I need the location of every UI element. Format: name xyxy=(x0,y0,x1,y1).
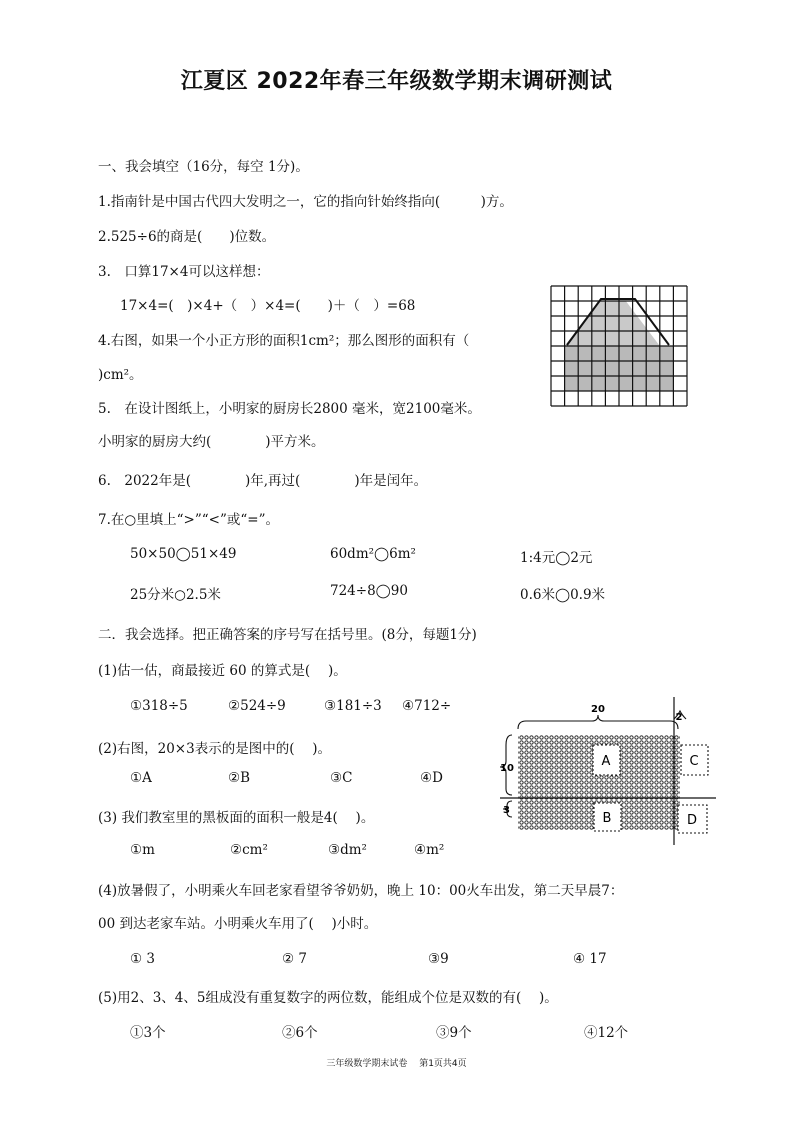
top-brace xyxy=(518,715,678,729)
compare-item: 724÷8◯90 xyxy=(330,583,408,599)
choice-2-option: ③C xyxy=(330,770,353,786)
choice-5-option: ①3个 xyxy=(130,1025,166,1041)
region-c-label: C xyxy=(689,754,699,769)
choice-1-option: ③181÷3 xyxy=(324,698,382,714)
choice-4-option: ② 7 xyxy=(282,951,307,967)
area-figure xyxy=(494,695,719,848)
page-footer: 三年级数学期末试卷 第1页共4页 xyxy=(326,1059,467,1069)
question-5-line2: 小明家的厨房大约( )平方米。 xyxy=(98,434,325,450)
question-2: 2.525÷6的商是( )位数。 xyxy=(98,229,276,245)
choice-5-option: ④12个 xyxy=(584,1025,629,1041)
choice-3-option: ①m xyxy=(130,842,155,858)
compare-item: 0.6米◯0.9米 xyxy=(520,587,606,603)
compare-item: 25分米○2.5米 xyxy=(130,587,221,603)
question-4-line2: )cm²。 xyxy=(98,367,143,383)
choice-1: (1)估一估，商最接近 60 的算式是( )。 xyxy=(98,663,347,679)
choice-1-option: ①318÷5 xyxy=(130,698,188,714)
choice-5-option: ③9个 xyxy=(436,1025,472,1041)
question-6: 6. 2022年是( )年,再过( )年是闰年。 xyxy=(98,473,428,489)
label-height-10: 10 xyxy=(500,763,514,774)
page-title: 江夏区 2022年春三年级数学期末调研测试 xyxy=(180,69,613,94)
choice-2-option: ②B xyxy=(228,770,251,786)
section2-heading: 二．我会选择。把正确答案的序号写在括号里。(8分，每题1分) xyxy=(98,627,477,643)
label-width-20: 20 xyxy=(591,704,605,715)
choice-4-option: ③9 xyxy=(428,951,449,967)
choice-3-option: ④m² xyxy=(414,842,445,858)
choice-5-option: ②6个 xyxy=(282,1025,318,1041)
compare-item: 50×50◯51×49 xyxy=(130,546,237,562)
compare-item: 60dm²◯6m² xyxy=(330,546,416,562)
grid-figure xyxy=(549,284,689,408)
choice-3-option: ②cm² xyxy=(230,842,268,858)
label-width-2: 2 xyxy=(675,712,683,723)
choice-4-option: ④ 17 xyxy=(573,951,607,967)
question-1: 1.指南针是中国古代四大发明之一，它的指向针始终指向( )方。 xyxy=(98,194,513,210)
question-4-line1: 4.右图，如果一个小正方形的面积1cm²；那么图形的面积有（ xyxy=(98,333,470,349)
region-b-label: B xyxy=(602,811,612,826)
choice-4-option: ① 3 xyxy=(130,951,155,967)
compare-item: 1:4元◯2元 xyxy=(520,550,593,566)
house-roof xyxy=(565,301,660,346)
region-d-label: D xyxy=(686,813,698,828)
question-3: 3. 口算17×4可以这样想： xyxy=(98,264,270,280)
choice-4-line2: 00 到达老家车站。小明乘火车用了( )小时。 xyxy=(98,916,378,932)
question-7: 7.在○里填上“>”“<”或“=”。 xyxy=(98,512,280,528)
choice-3-option: ③dm² xyxy=(328,842,367,858)
choice-2: (2)右图，20×3表示的是图中的( )。 xyxy=(98,741,332,757)
choice-2-option: ①A xyxy=(130,770,152,786)
choice-1-option: ④712÷ xyxy=(402,698,452,714)
choice-1-option: ②524÷9 xyxy=(228,698,286,714)
section1-heading: 一、我会填空（16分，每空 1分)。 xyxy=(98,159,309,175)
question-5-line1: 5. 在设计图纸上，小明家的厨房长2800 毫米，宽2100毫米。 xyxy=(98,401,481,417)
question-3-formula: 17×4=( )×4+（ ）×4=( )＋（ ）=68 xyxy=(120,298,416,314)
choice-5: (5)用2、3、4、5组成没有重复数字的两位数，能组成个位是双数的有( )。 xyxy=(98,990,558,1006)
region-a-label: A xyxy=(601,754,611,769)
choice-2-option: ④D xyxy=(420,770,443,786)
choice-3: (3) 我们教室里的黑板面的面积一般是4( )。 xyxy=(98,810,375,826)
choice-4-line1: (4)放暑假了，小明乘火车回老家看望爷爷奶奶，晚上 10：00火车出发，第二天早晨7： xyxy=(98,883,624,899)
label-height-3: 3 xyxy=(503,805,510,816)
